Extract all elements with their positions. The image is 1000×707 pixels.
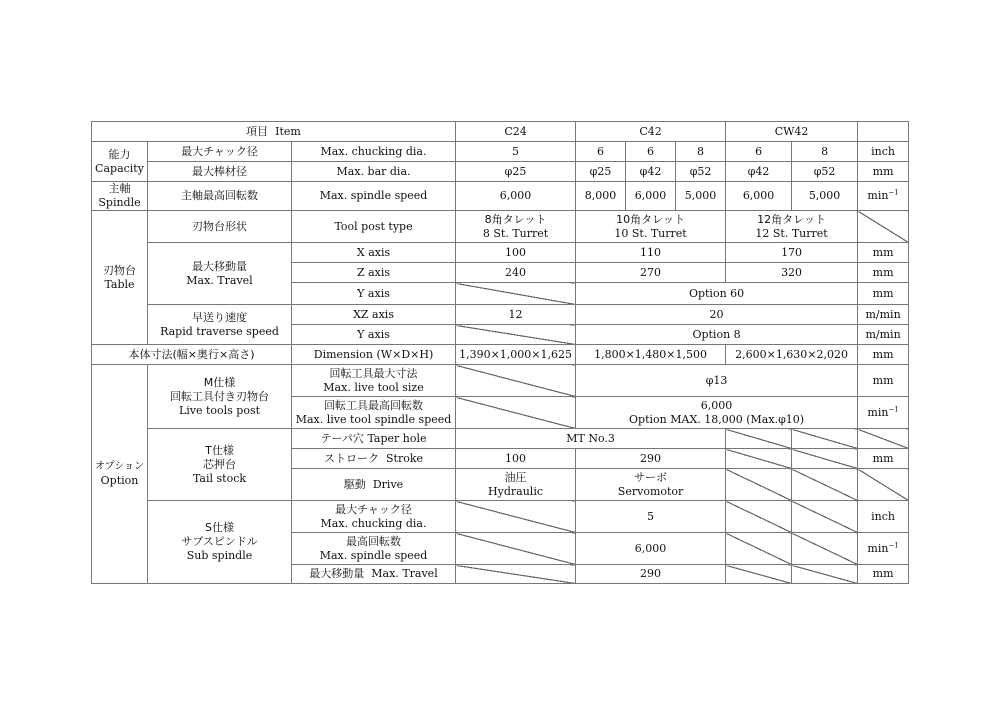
unit-cell: mm: [858, 345, 909, 365]
value-cell: φ13: [576, 365, 858, 397]
value-cell: 6,000: [726, 182, 792, 211]
label-cell: 最高回転数 Max. spindle speed: [292, 533, 456, 565]
value-cell: 6,000: [626, 182, 676, 211]
unit-cell: mm: [858, 263, 909, 283]
na-cell: [792, 533, 858, 565]
na-cell: [726, 449, 792, 469]
value-cell: φ52: [792, 162, 858, 182]
table-row: [92, 501, 909, 533]
label-cell: 駆動 Drive: [292, 469, 456, 501]
value-cell: 270: [576, 263, 726, 283]
cat-spindle: 主軸 Spindle: [92, 182, 148, 211]
label-en: Max. bar dia.: [292, 162, 456, 182]
unit-cell: mm: [858, 365, 909, 397]
value-cell: 8: [792, 142, 858, 162]
value-cell: 8,000: [576, 182, 626, 211]
label-cell: テーパ穴 Taper hole: [292, 429, 456, 449]
label-jp: 刃物台形状: [148, 211, 292, 243]
header-row: [92, 122, 909, 142]
value-cell: 6: [576, 142, 626, 162]
value-cell: 100: [456, 449, 576, 469]
na-cell: [456, 365, 576, 397]
table-row: [92, 211, 909, 243]
value-cell: 2,600×1,630×2,020: [726, 345, 858, 365]
rapid-label: 早送り速度 Rapid traverse speed: [148, 305, 292, 345]
travel-label: 最大移動量 Max. Travel: [148, 243, 292, 305]
value-cell: 1,390×1,000×1,625: [456, 345, 576, 365]
spec-table: [91, 121, 909, 584]
value-cell: φ42: [626, 162, 676, 182]
unit-cell: mm: [858, 449, 909, 469]
value-cell: φ52: [676, 162, 726, 182]
table-row: [92, 429, 909, 449]
value-cell: 油圧 Hydraulic: [456, 469, 576, 501]
value-cell: 240: [456, 263, 576, 283]
item-header: 項目 Item: [92, 122, 456, 142]
na-cell: [792, 469, 858, 501]
dimension-label: 本体寸法(幅×奥行×高さ): [92, 345, 292, 365]
label-en: Max. spindle speed: [292, 182, 456, 211]
na-cell: [792, 449, 858, 469]
table-row: [92, 243, 909, 263]
label-en: Dimension (W×D×H): [292, 345, 456, 365]
value-cell: 6: [726, 142, 792, 162]
unit-cell: mm: [858, 283, 909, 305]
unit-cell: mm: [858, 565, 909, 584]
label-en: Tool post type: [292, 211, 456, 243]
axis-label: XZ axis: [292, 305, 456, 325]
value-cell: 8: [676, 142, 726, 162]
label-jp: 主軸最高回転数: [148, 182, 292, 211]
unit-cell: $\min^{-1}$: [858, 397, 909, 429]
unit-cell: inch: [858, 142, 909, 162]
value-cell: φ25: [456, 162, 576, 182]
value-cell: 12: [456, 305, 576, 325]
value-cell: 6,000: [456, 182, 576, 211]
unit-cell: mm: [858, 162, 909, 182]
na-cell: [726, 565, 792, 584]
value-cell: φ42: [726, 162, 792, 182]
col-c24: C24: [456, 122, 576, 142]
value-cell: MT No.3: [456, 429, 726, 449]
value-cell: 290: [576, 565, 726, 584]
label-cell: ストローク Stroke: [292, 449, 456, 469]
label-cell: 最大チャック径 Max. chucking dia.: [292, 501, 456, 533]
table-row: [92, 345, 909, 365]
value-cell: 12角タレット 12 St. Turret: [726, 211, 858, 243]
label-cell: 最大移動量 Max. Travel: [292, 565, 456, 584]
table-row: [92, 162, 909, 182]
axis-label: Z axis: [292, 263, 456, 283]
axis-label: X axis: [292, 243, 456, 263]
table-row: [92, 142, 909, 162]
na-cell: [726, 469, 792, 501]
value-cell: 110: [576, 243, 726, 263]
unit-cell: $\min^{-1}$: [858, 182, 909, 211]
na-cell: [792, 501, 858, 533]
na-cell: [456, 397, 576, 429]
cat-capacity: 能力 Capacity: [92, 142, 148, 182]
na-cell: [726, 533, 792, 565]
label-en: Max. chucking dia.: [292, 142, 456, 162]
value-cell: Option 8: [576, 325, 858, 345]
value-cell: 5: [456, 142, 576, 162]
axis-label: Y axis: [292, 283, 456, 305]
unit-cell: inch: [858, 501, 909, 533]
unit-cell: m/min: [858, 305, 909, 325]
value-cell: φ25: [576, 162, 626, 182]
unit-cell: mm: [858, 243, 909, 263]
m-spec-label: M仕様 回転工具付き刃物台 Live tools post: [148, 365, 292, 429]
value-cell: サーボ Servomotor: [576, 469, 726, 501]
value-cell: 8角タレット 8 St. Turret: [456, 211, 576, 243]
value-cell: 320: [726, 263, 858, 283]
unit-cell: m/min: [858, 325, 909, 345]
value-cell: 170: [726, 243, 858, 263]
value-cell: 10角タレット 10 St. Turret: [576, 211, 726, 243]
na-cell: [726, 501, 792, 533]
table-row: [92, 305, 909, 325]
table-row: [92, 365, 909, 397]
na-cell: [456, 533, 576, 565]
label-jp: 最大チャック径: [148, 142, 292, 162]
s-spec-label: S仕様 サブスピンドル Sub spindle: [148, 501, 292, 584]
value-cell: Option 60: [576, 283, 858, 305]
na-cell: [792, 429, 858, 449]
col-unit: [858, 122, 909, 142]
value-cell: 5,000: [792, 182, 858, 211]
label-jp: 最大棒材径: [148, 162, 292, 182]
table-row: [92, 182, 909, 211]
na-cell: [456, 325, 576, 345]
value-cell: 100: [456, 243, 576, 263]
cat-option: オプション Option: [92, 365, 148, 584]
label-cell: 回転工具最高回転数 Max. live tool spindle speed: [292, 397, 456, 429]
na-cell: [858, 211, 909, 243]
t-spec-label: T仕様 芯押台 Tail stock: [148, 429, 292, 501]
na-cell: [858, 469, 909, 501]
cat-table: 刃物台 Table: [92, 211, 148, 345]
label-cell: 回転工具最大寸法 Max. live tool size: [292, 365, 456, 397]
value-cell: 290: [576, 449, 726, 469]
unit-cell: $\min^{-1}$: [858, 533, 909, 565]
value-cell: 6: [626, 142, 676, 162]
value-cell: 20: [576, 305, 858, 325]
na-cell: [858, 429, 909, 449]
na-cell: [456, 283, 576, 305]
na-cell: [456, 565, 576, 584]
value-cell: 1,800×1,480×1,500: [576, 345, 726, 365]
value-cell: 6,000 Option MAX. 18,000 (Max.φ10): [576, 397, 858, 429]
col-c42: C42: [576, 122, 726, 142]
value-cell: 6,000: [576, 533, 726, 565]
value-cell: 5,000: [676, 182, 726, 211]
na-cell: [792, 565, 858, 584]
na-cell: [726, 429, 792, 449]
value-cell: 5: [576, 501, 726, 533]
na-cell: [456, 501, 576, 533]
col-cw42: CW42: [726, 122, 858, 142]
axis-label: Y axis: [292, 325, 456, 345]
